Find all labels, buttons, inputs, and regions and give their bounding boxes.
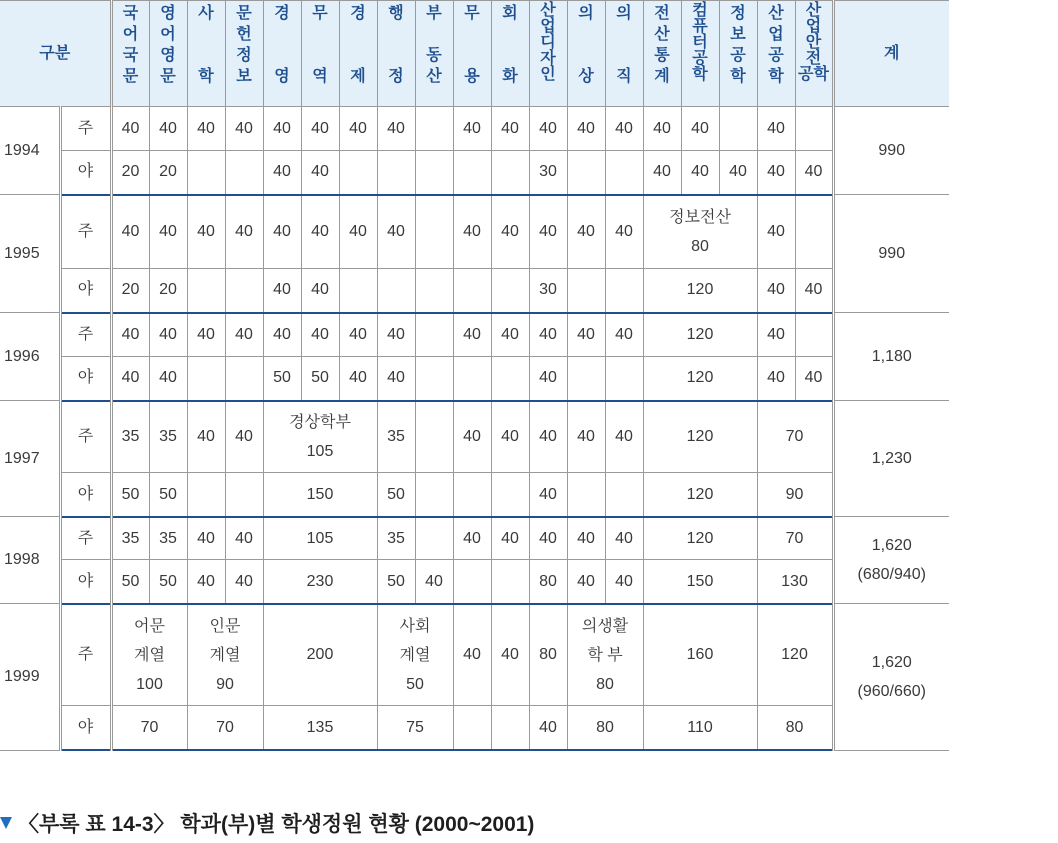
- value-cell: 40: [453, 517, 491, 560]
- value-cell: 40: [491, 604, 529, 706]
- value-cell: 40: [529, 357, 567, 401]
- header-dept: 산 업 공 학: [757, 1, 795, 107]
- value-cell: [605, 269, 643, 313]
- value-cell: 40: [263, 269, 301, 313]
- value-cell: 40: [719, 151, 757, 195]
- table-caption: [0, 808, 534, 838]
- merged-cell: 120: [643, 517, 757, 560]
- value-cell: 35: [377, 517, 415, 560]
- value-cell: 30: [529, 151, 567, 195]
- value-cell: 40: [149, 357, 187, 401]
- value-cell: 40: [681, 107, 719, 151]
- year-cell: 1997: [0, 401, 60, 517]
- header-dept: 전 산 통 계: [643, 1, 681, 107]
- value-cell: 40: [605, 560, 643, 604]
- merged-cell: 경상학부 105: [263, 401, 377, 473]
- value-cell: 40: [529, 706, 567, 750]
- header-dept: 경 영: [263, 1, 301, 107]
- year-cell: 1999: [0, 604, 60, 750]
- table-row: [0, 195, 949, 269]
- table-row: [0, 269, 949, 313]
- header-dept: 무 용: [453, 1, 491, 107]
- value-cell: [415, 151, 453, 195]
- value-cell: 40: [263, 195, 301, 269]
- value-cell: 40: [339, 313, 377, 357]
- value-cell: 50: [301, 357, 339, 401]
- value-cell: [491, 560, 529, 604]
- value-cell: 40: [339, 107, 377, 151]
- value-cell: 40: [187, 517, 225, 560]
- value-cell: [187, 151, 225, 195]
- table-row: [0, 604, 949, 706]
- value-cell: 40: [225, 560, 263, 604]
- value-cell: 40: [149, 107, 187, 151]
- value-cell: 40: [187, 401, 225, 473]
- header-dept: 의 상: [567, 1, 605, 107]
- year-cell: 1996: [0, 313, 60, 401]
- shift-cell: 주: [60, 604, 111, 706]
- value-cell: 40: [149, 195, 187, 269]
- value-cell: 40: [757, 357, 795, 401]
- value-cell: [795, 195, 833, 269]
- value-cell: [377, 151, 415, 195]
- value-cell: [415, 357, 453, 401]
- value-cell: 40: [567, 560, 605, 604]
- total-cell: 990: [833, 195, 949, 313]
- merged-cell: 105: [263, 517, 377, 560]
- total-cell: 1,230: [833, 401, 949, 517]
- value-cell: 40: [453, 313, 491, 357]
- merged-cell: 130: [757, 560, 833, 604]
- value-cell: [719, 107, 757, 151]
- value-cell: [453, 706, 491, 750]
- merged-cell: 70: [757, 401, 833, 473]
- value-cell: [605, 473, 643, 517]
- value-cell: 40: [453, 401, 491, 473]
- value-cell: 40: [491, 401, 529, 473]
- total-cell: 990: [833, 107, 949, 195]
- value-cell: 40: [301, 269, 339, 313]
- value-cell: 40: [111, 313, 149, 357]
- value-cell: [415, 517, 453, 560]
- value-cell: [567, 151, 605, 195]
- value-cell: 40: [491, 517, 529, 560]
- value-cell: [187, 473, 225, 517]
- value-cell: 40: [757, 107, 795, 151]
- header-dept: 행 정: [377, 1, 415, 107]
- shift-cell: 야: [60, 560, 111, 604]
- merged-cell: 120: [643, 473, 757, 517]
- value-cell: [453, 269, 491, 313]
- merged-cell: 70: [757, 517, 833, 560]
- header-dept: 무 역: [301, 1, 339, 107]
- merged-cell: 정보전산 80: [643, 195, 757, 269]
- value-cell: 40: [187, 560, 225, 604]
- value-cell: [415, 269, 453, 313]
- total-cell: 1,620 (960/660): [833, 604, 949, 750]
- merged-cell: 110: [643, 706, 757, 750]
- value-cell: 50: [111, 473, 149, 517]
- value-cell: 40: [301, 195, 339, 269]
- merged-cell: 70: [111, 706, 187, 750]
- total-cell: 1,180: [833, 313, 949, 401]
- value-cell: 40: [567, 401, 605, 473]
- value-cell: 30: [529, 269, 567, 313]
- value-cell: 20: [111, 151, 149, 195]
- value-cell: 35: [149, 401, 187, 473]
- table-row: [0, 151, 949, 195]
- header-dept: 영 어 영 문: [149, 1, 187, 107]
- value-cell: 40: [491, 107, 529, 151]
- shift-cell: 야: [60, 706, 111, 750]
- value-cell: 40: [377, 107, 415, 151]
- value-cell: 20: [149, 151, 187, 195]
- value-cell: [225, 269, 263, 313]
- table-row: [0, 517, 949, 560]
- value-cell: 40: [453, 195, 491, 269]
- header-dept: 정 보 공 학: [719, 1, 757, 107]
- merged-cell: 135: [263, 706, 377, 750]
- value-cell: [567, 357, 605, 401]
- value-cell: 40: [225, 313, 263, 357]
- value-cell: 35: [111, 517, 149, 560]
- value-cell: 40: [757, 151, 795, 195]
- table-row: [0, 706, 949, 750]
- value-cell: [567, 269, 605, 313]
- value-cell: 40: [187, 195, 225, 269]
- value-cell: 40: [529, 473, 567, 517]
- shift-cell: 주: [60, 313, 111, 357]
- value-cell: [415, 195, 453, 269]
- table-row: [0, 560, 949, 604]
- value-cell: 40: [567, 517, 605, 560]
- value-cell: 40: [111, 357, 149, 401]
- value-cell: [491, 706, 529, 750]
- merged-cell: 120: [643, 401, 757, 473]
- value-cell: 40: [377, 357, 415, 401]
- value-cell: 40: [757, 313, 795, 357]
- value-cell: 50: [377, 473, 415, 517]
- table-row: [0, 107, 949, 151]
- value-cell: 40: [149, 313, 187, 357]
- value-cell: [453, 151, 491, 195]
- value-cell: 40: [453, 604, 491, 706]
- value-cell: 20: [111, 269, 149, 313]
- value-cell: 40: [415, 560, 453, 604]
- header-row: [0, 1, 949, 107]
- header-dept: 부 동 산: [415, 1, 453, 107]
- caption-text: 〈부록 표 14-3〉 학과(부)별 학생정원 현황 (2000~2001): [18, 813, 535, 836]
- merged-cell: 120: [643, 357, 757, 401]
- value-cell: 40: [225, 517, 263, 560]
- value-cell: 40: [377, 313, 415, 357]
- value-cell: 40: [225, 195, 263, 269]
- merged-cell: 의생활 학 부 80: [567, 604, 643, 706]
- value-cell: 50: [263, 357, 301, 401]
- value-cell: [225, 473, 263, 517]
- value-cell: [567, 473, 605, 517]
- table-row: [0, 473, 949, 517]
- value-cell: [605, 357, 643, 401]
- merged-cell: 인문 계열 90: [187, 604, 263, 706]
- value-cell: 35: [111, 401, 149, 473]
- value-cell: 40: [263, 313, 301, 357]
- merged-cell: 120: [757, 604, 833, 706]
- value-cell: [187, 357, 225, 401]
- value-cell: 40: [795, 357, 833, 401]
- merged-cell: 75: [377, 706, 453, 750]
- value-cell: 40: [187, 107, 225, 151]
- table-row: [0, 401, 949, 473]
- merged-cell: 160: [643, 604, 757, 706]
- value-cell: 40: [605, 517, 643, 560]
- year-cell: 1998: [0, 517, 60, 604]
- value-cell: 40: [301, 107, 339, 151]
- value-cell: [225, 151, 263, 195]
- header-total: 계: [833, 1, 949, 107]
- value-cell: 40: [605, 107, 643, 151]
- merged-cell: 80: [567, 706, 643, 750]
- shift-cell: 주: [60, 517, 111, 560]
- merged-cell: 70: [187, 706, 263, 750]
- value-cell: 40: [757, 269, 795, 313]
- year-cell: 1995: [0, 195, 60, 313]
- shift-cell: 주: [60, 195, 111, 269]
- value-cell: 40: [529, 195, 567, 269]
- value-cell: 50: [149, 473, 187, 517]
- merged-cell: 90: [757, 473, 833, 517]
- header-dept: 의 직: [605, 1, 643, 107]
- merged-cell: 150: [643, 560, 757, 604]
- merged-cell: 230: [263, 560, 377, 604]
- value-cell: 40: [225, 401, 263, 473]
- value-cell: 40: [263, 107, 301, 151]
- value-cell: 50: [149, 560, 187, 604]
- value-cell: 40: [567, 313, 605, 357]
- value-cell: [491, 151, 529, 195]
- shift-cell: 주: [60, 107, 111, 151]
- value-cell: 40: [567, 195, 605, 269]
- value-cell: 80: [529, 560, 567, 604]
- value-cell: 50: [377, 560, 415, 604]
- value-cell: [339, 151, 377, 195]
- shift-cell: 야: [60, 269, 111, 313]
- value-cell: [453, 473, 491, 517]
- value-cell: 40: [491, 195, 529, 269]
- value-cell: 40: [301, 313, 339, 357]
- header-dept: 산 업 안 전 공학: [795, 1, 833, 107]
- value-cell: 40: [643, 151, 681, 195]
- value-cell: [795, 107, 833, 151]
- value-cell: 40: [111, 107, 149, 151]
- value-cell: [339, 269, 377, 313]
- value-cell: 35: [377, 401, 415, 473]
- value-cell: 40: [187, 313, 225, 357]
- shift-cell: 야: [60, 473, 111, 517]
- header-dept: 산 업 디 자 인: [529, 1, 567, 107]
- merged-cell: 120: [643, 269, 757, 313]
- value-cell: 40: [605, 401, 643, 473]
- value-cell: 40: [301, 151, 339, 195]
- merged-cell: 사회 계열 50: [377, 604, 453, 706]
- merged-cell: 150: [263, 473, 377, 517]
- value-cell: 35: [149, 517, 187, 560]
- table-row: [0, 313, 949, 357]
- value-cell: 40: [453, 107, 491, 151]
- merged-cell: 어문 계열 100: [111, 604, 187, 706]
- value-cell: [415, 473, 453, 517]
- value-cell: 40: [567, 107, 605, 151]
- value-cell: [491, 357, 529, 401]
- header-dept: 회 화: [491, 1, 529, 107]
- year-cell: 1994: [0, 107, 60, 195]
- header-dept: 사 학: [187, 1, 225, 107]
- value-cell: [795, 313, 833, 357]
- value-cell: 40: [225, 107, 263, 151]
- merged-cell: 120: [643, 313, 757, 357]
- value-cell: 40: [339, 195, 377, 269]
- value-cell: 40: [263, 151, 301, 195]
- value-cell: 40: [111, 195, 149, 269]
- value-cell: [225, 357, 263, 401]
- table-row: [0, 357, 949, 401]
- value-cell: 40: [529, 313, 567, 357]
- header-dept: 컴 퓨 터 공 학: [681, 1, 719, 107]
- value-cell: 80: [529, 604, 567, 706]
- shift-cell: 야: [60, 357, 111, 401]
- value-cell: [605, 151, 643, 195]
- value-cell: [377, 269, 415, 313]
- value-cell: 40: [681, 151, 719, 195]
- value-cell: 40: [491, 313, 529, 357]
- value-cell: [491, 269, 529, 313]
- value-cell: [415, 313, 453, 357]
- header-category: 구분: [0, 1, 111, 107]
- value-cell: 40: [529, 401, 567, 473]
- value-cell: 20: [149, 269, 187, 313]
- value-cell: 40: [795, 269, 833, 313]
- merged-cell: 200: [263, 604, 377, 706]
- header-dept: 문 헌 정 보: [225, 1, 263, 107]
- value-cell: 40: [643, 107, 681, 151]
- value-cell: 40: [339, 357, 377, 401]
- merged-cell: 80: [757, 706, 833, 750]
- shift-cell: 야: [60, 151, 111, 195]
- value-cell: 40: [795, 151, 833, 195]
- total-cell: 1,620 (680/940): [833, 517, 949, 604]
- value-cell: 50: [111, 560, 149, 604]
- value-cell: [415, 401, 453, 473]
- value-cell: 40: [605, 195, 643, 269]
- value-cell: [187, 269, 225, 313]
- value-cell: 40: [757, 195, 795, 269]
- value-cell: 40: [529, 517, 567, 560]
- shift-cell: 주: [60, 401, 111, 473]
- value-cell: [453, 357, 491, 401]
- triangle-marker-icon: [0, 817, 12, 829]
- header-dept: 경 제: [339, 1, 377, 107]
- value-cell: 40: [529, 107, 567, 151]
- header-dept: 국 어 국 문: [111, 1, 149, 107]
- value-cell: [453, 560, 491, 604]
- value-cell: 40: [605, 313, 643, 357]
- value-cell: [491, 473, 529, 517]
- value-cell: 40: [377, 195, 415, 269]
- value-cell: [415, 107, 453, 151]
